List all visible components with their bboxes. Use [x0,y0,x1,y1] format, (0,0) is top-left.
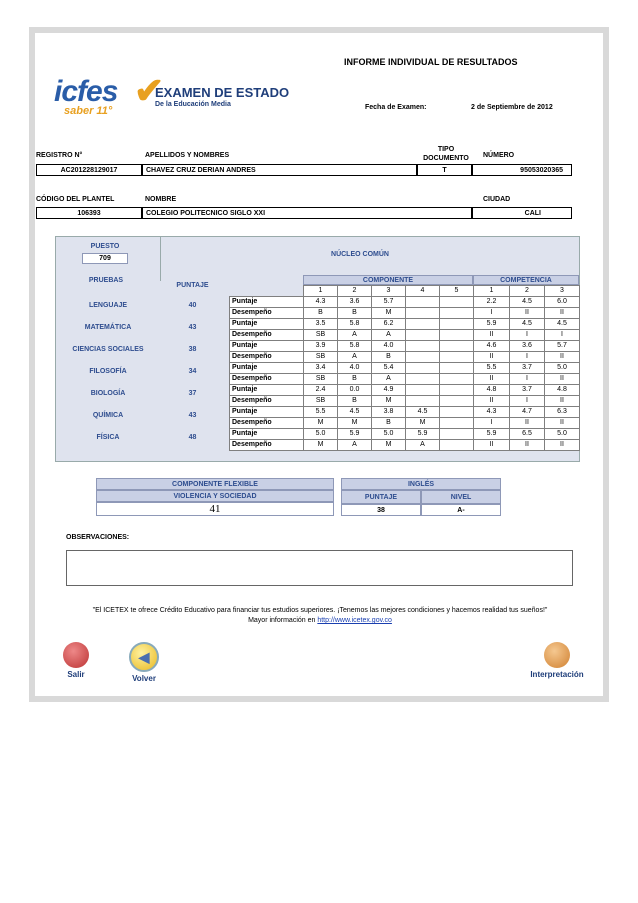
exam-date-value: 2 de Septiembre de 2012 [471,104,553,111]
puntaje-header: PUNTAJE [176,282,209,289]
interpretacion-button[interactable]: Interpretación [525,642,589,679]
competence-cell: 5.9 [474,429,510,440]
competence-cell: II [545,374,580,385]
ingles-header: INGLÉS [341,478,501,490]
component-cell [406,297,440,308]
subject-desempeno-row [230,308,580,319]
subject-name: FÍSICA [96,434,120,441]
flexible-header: COMPONENTE FLEXIBLE [96,478,334,490]
component-cell [440,440,474,451]
competence-cell: 3.7 [510,363,545,374]
row-type-label: Desempeño [230,330,304,341]
component-cell: 5.0 [304,429,338,440]
footer-line2: Mayor información en http://www.icetex.gov.co [248,617,392,624]
component-cell [440,429,474,440]
component-cell [440,352,474,363]
competence-cell: 4.5 [510,297,545,308]
row-type-label: Puntaje [230,429,304,440]
row-type-label: Puntaje [230,319,304,330]
component-cell: 3.8 [372,407,406,418]
component-cell: 4.3 [304,297,338,308]
ciudad-label: CIUDAD [483,196,511,203]
tipo-doc-label: TIPO DOCUMENTO [423,146,469,162]
icfes-logo: icfes saber 11° [54,75,118,117]
competence-cell: 4.5 [545,319,580,330]
component-cell: 0.0 [338,385,372,396]
subject-score: 38 [188,346,197,353]
comp-col-3: 3 [372,286,406,297]
numero-value: 95053020365 [472,164,572,176]
component-cell [406,308,440,319]
competence-cell: II [545,352,580,363]
row-type-label: Desempeño [230,308,304,319]
component-cell: 5.5 [304,407,338,418]
component-cell: A [338,352,372,363]
subject-score: 43 [188,412,197,419]
component-cell: SB [304,396,338,407]
component-cell: A [338,330,372,341]
ingles-nivel: A- [421,504,501,516]
subject-desempeno-row [230,352,580,363]
component-cell: 2.4 [304,385,338,396]
subject-score: 37 [188,390,197,397]
component-cell: 4.0 [372,341,406,352]
subject-name: MATEMÁTICA [84,324,132,331]
component-cell [440,418,474,429]
competence-cell: II [545,308,580,319]
competence-cell: 5.7 [545,341,580,352]
competence-cell: II [474,396,510,407]
competence-cell: 4.6 [474,341,510,352]
component-cell [406,385,440,396]
row-type-label: Desempeño [230,396,304,407]
component-cell: M [304,440,338,451]
component-cell: 3.6 [338,297,372,308]
report-title: INFORME INDIVIDUAL DE RESULTADOS [344,57,518,67]
component-cell [440,374,474,385]
subject-puntaje-row [230,407,580,418]
subject-name: QUÍMICA [92,412,124,419]
competence-cell: 4.5 [510,319,545,330]
subject-desempeno-row [230,330,580,341]
tipo-doc-value: T [417,164,472,176]
document-icon [544,642,570,668]
component-cell: A [372,330,406,341]
exam-subtitle: De la Educación Media [155,101,231,108]
competence-cell: II [474,374,510,385]
row-type-label: Desempeño [230,440,304,451]
row-type-label: Puntaje [230,407,304,418]
back-arrow-icon: ◀ [129,642,159,672]
competence-cell: II [474,330,510,341]
check-icon: ✔ [134,70,165,111]
competence-cell: II [510,440,545,451]
component-cell: B [338,374,372,385]
salir-button[interactable]: Salir [58,642,94,679]
numero-label: NÚMERO [483,152,515,159]
component-cell: M [338,418,372,429]
observaciones-label: OBSERVACIONES: [66,534,130,541]
component-cell: 5.9 [338,429,372,440]
competence-cell: I [510,352,545,363]
subject-desempeno-row [230,374,580,385]
subject-name: CIENCIAS SOCIALES [72,346,144,353]
subject-name: FILOSOFÍA [89,368,127,375]
component-cell: SB [304,330,338,341]
component-cell: B [338,396,372,407]
pruebas-header: PRUEBAS [88,277,124,284]
component-cell: M [372,308,406,319]
competence-cell: 6.3 [545,407,580,418]
row-type-label: Puntaje [230,297,304,308]
component-cell: B [338,308,372,319]
footer-line1: "El ICETEX te ofrece Crédito Educativo para financiar tus estudios superiores. ¡Tenemos las mejores condiciones y hacemos realidad tus sueños!" [92,607,548,614]
component-cell: 4.0 [338,363,372,374]
component-cell: M [406,418,440,429]
comp-col-4: 4 [406,286,440,297]
component-cell: SB [304,352,338,363]
subject-puntaje-row [230,319,580,330]
component-cell: 5.0 [372,429,406,440]
row-type-label: Desempeño [230,352,304,363]
component-cell: A [372,374,406,385]
component-cell: M [304,418,338,429]
component-cell [440,407,474,418]
door-icon [63,642,89,668]
compet-col-3: 3 [545,286,580,297]
component-cell [440,297,474,308]
subject-desempeno-row [230,418,580,429]
component-cell: 5.8 [338,341,372,352]
subject-name: LENGUAJE [88,302,128,309]
compet-col-1: 1 [474,286,510,297]
subject-puntaje-row [230,341,580,352]
component-cell: 3.9 [304,341,338,352]
exam-title: EXAMEN DE ESTADO [155,85,290,100]
exam-date-label: Fecha de Examen: [365,104,427,111]
component-cell: 6.2 [372,319,406,330]
comp-col-2: 2 [338,286,372,297]
competence-cell: 3.6 [510,341,545,352]
icetex-link[interactable]: http://www.icetex.gov.co [317,617,392,624]
component-cell [440,396,474,407]
competence-cell: 4.7 [510,407,545,418]
competence-cell: 5.0 [545,429,580,440]
competence-cell: 6.0 [545,297,580,308]
component-cell: 4.5 [338,407,372,418]
component-cell: 5.7 [372,297,406,308]
component-cell: A [406,440,440,451]
component-cell [406,363,440,374]
competence-cell: 5.0 [545,363,580,374]
school-name-label: NOMBRE [145,196,177,203]
flexible-area: VIOLENCIA Y SOCIEDAD [96,490,334,502]
component-cell [440,363,474,374]
component-cell: 5.9 [406,429,440,440]
competence-cell: I [510,396,545,407]
observaciones-box [66,550,573,586]
ciudad-value: CALI [472,207,572,219]
competence-cell: II [545,396,580,407]
ingles-puntaje-label: PUNTAJE [341,490,421,504]
component-cell: M [372,440,406,451]
competence-cell: 3.7 [510,385,545,396]
registro-label: REGISTRO N° [36,152,83,159]
component-cell [440,385,474,396]
competencia-header: COMPETENCIA [473,275,579,285]
competence-cell: 4.8 [474,385,510,396]
competence-cell: 4.3 [474,407,510,418]
row-type-label: Puntaje [230,385,304,396]
component-cell: B [304,308,338,319]
component-cell: M [372,396,406,407]
component-cell: 3.5 [304,319,338,330]
competence-cell: 4.8 [545,385,580,396]
row-type-label: Puntaje [230,363,304,374]
component-cell [406,319,440,330]
subject-puntaje-row [230,429,580,440]
comp-col-5: 5 [440,286,474,297]
competence-cell: I [510,374,545,385]
puesto-label: PUESTO [90,243,120,250]
puesto-value: 709 [82,253,128,264]
competence-cell: I [474,418,510,429]
nombres-value: CHAVEZ CRUZ DERIAN ANDRES [142,164,417,176]
results-table [229,285,580,451]
row-type-label: Puntaje [230,341,304,352]
component-cell [440,330,474,341]
competence-cell: II [474,352,510,363]
component-cell: 3.4 [304,363,338,374]
competence-cell: 6.5 [510,429,545,440]
competence-cell: 5.5 [474,363,510,374]
component-cell [440,341,474,352]
competence-cell: II [474,440,510,451]
component-cell [406,330,440,341]
component-cell: 5.8 [338,319,372,330]
component-cell [406,352,440,363]
competence-cell: I [510,330,545,341]
row-type-label: Desempeño [230,418,304,429]
componente-header: COMPONENTE [303,275,473,285]
competence-cell: I [474,308,510,319]
competence-cell: II [545,440,580,451]
competence-cell: II [510,418,545,429]
component-cell: B [372,418,406,429]
volver-button[interactable]: ◀ Volver [124,642,164,683]
subject-puntaje-row [230,385,580,396]
competence-cell: 2.2 [474,297,510,308]
component-cell [440,308,474,319]
component-cell: SB [304,374,338,385]
column-number-row [230,286,580,297]
component-cell: B [372,352,406,363]
codigo-value: 106393 [36,207,142,219]
flexible-score: 41 [96,502,334,516]
codigo-label: CÓDIGO DEL PLANTEL [36,196,115,203]
compet-col-2: 2 [510,286,545,297]
nombres-label: APELLIDOS Y NOMBRES [145,152,230,159]
subject-score: 48 [188,434,197,441]
subject-desempeno-row [230,396,580,407]
component-cell: 4.9 [372,385,406,396]
subject-score: 34 [188,368,197,375]
ingles-nivel-label: NIVEL [421,490,501,504]
component-cell: A [338,440,372,451]
subject-name: BIOLOGÍA [90,390,126,397]
row-type-label: Desempeño [230,374,304,385]
ingles-puntaje: 38 [341,504,421,516]
component-cell: 4.5 [406,407,440,418]
competence-cell: 5.9 [474,319,510,330]
competence-cell: I [545,330,580,341]
component-cell: 5.4 [372,363,406,374]
subject-score: 43 [188,324,197,331]
subject-puntaje-row [230,297,580,308]
comp-col-1: 1 [304,286,338,297]
registro-value: AC201228129017 [36,164,142,176]
component-cell [406,341,440,352]
component-cell [406,396,440,407]
nucleo-label: NÚCLEO COMÚN [331,251,389,258]
component-cell [440,319,474,330]
subject-desempeno-row [230,440,580,451]
competence-cell: II [545,418,580,429]
school-name-value: COLEGIO POLITECNICO SIGLO XXI [142,207,472,219]
competence-cell: II [510,308,545,319]
component-cell [406,374,440,385]
subject-score: 40 [188,302,197,309]
subject-puntaje-row [230,363,580,374]
